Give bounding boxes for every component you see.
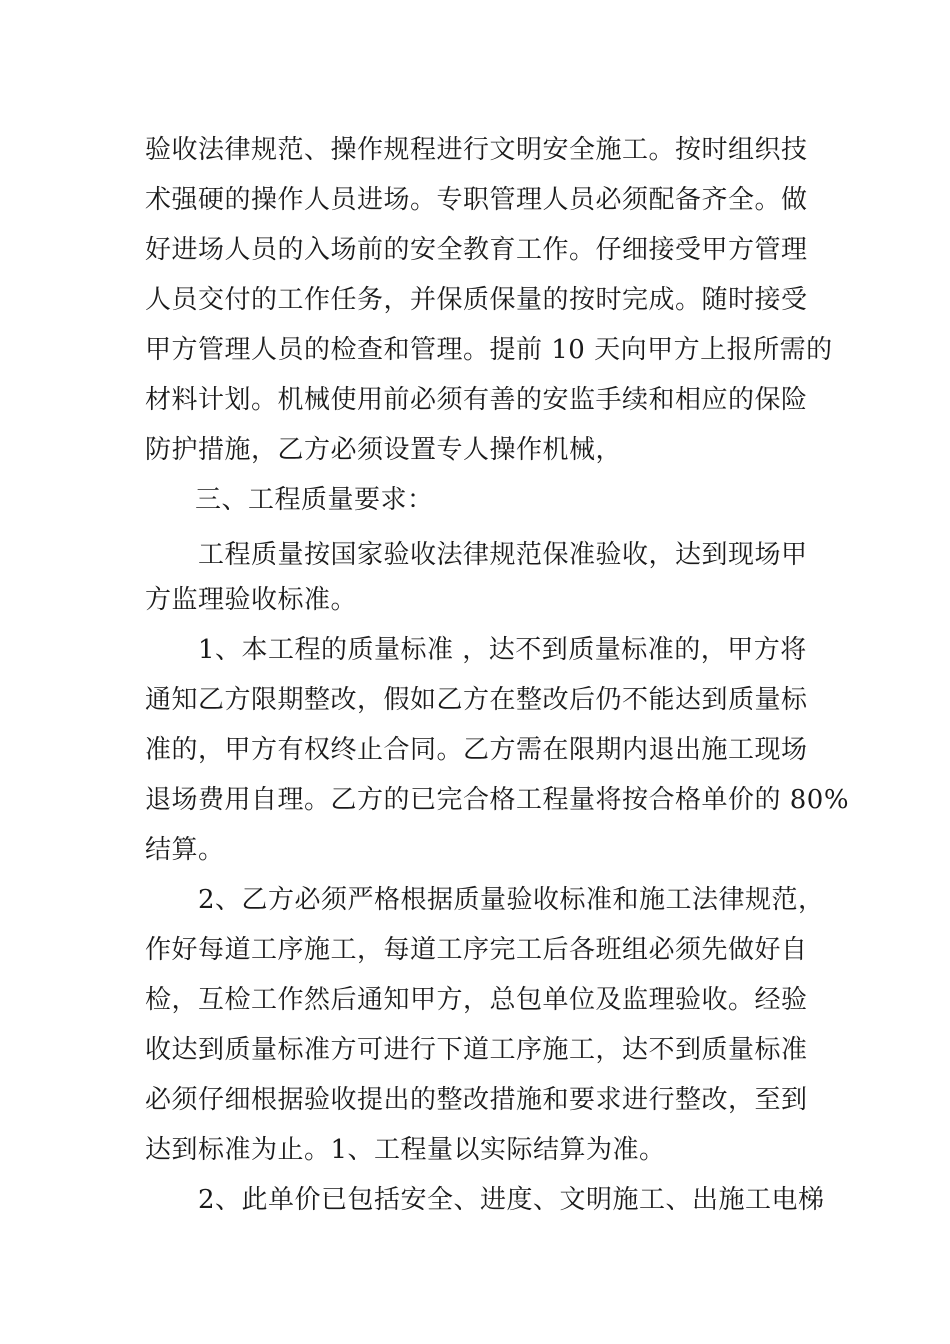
paragraph-line: 材料计划。机械使用前必须有善的安监手续和相应的保险 [145,385,808,415]
paragraph-line: 验收法律规范、操作规程进行文明安全施工。按时组织技 [145,135,808,165]
section-heading: 三、工程质量要求： [195,485,434,515]
paragraph-line: 退场费用自理。乙方的已完合格工程量将按合格单价的 80% [145,785,850,815]
paragraph-line: 作好每道工序施工，每道工序完工后各班组必须先做好自 [145,935,808,965]
paragraph-line: 必须仔细根据验收提出的整改措施和要求进行整改，至到 [145,1085,808,1115]
paragraph-line: 结算。 [145,835,225,865]
paragraph-line: 通知乙方限期整改，假如乙方在整改后仍不能达到质量标 [145,685,808,715]
paragraph-line: 人员交付的工作任务，并保质保量的按时完成。随时接受 [145,285,808,315]
paragraph-line: 工程质量按国家验收法律规范保准验收，达到现场甲 [198,540,808,570]
paragraph-line: 达到标准为止。1、工程量以实际结算为准。 [145,1135,666,1165]
paragraph-line: 方监理验收标准。 [145,585,358,615]
paragraph-line: 1、本工程的质量标准 ，达不到质量标准的，甲方将 [198,635,807,665]
paragraph-line: 防护措施，乙方必须设置专人操作机械， [145,435,623,465]
paragraph-line: 好进场人员的入场前的安全教育工作。仔细接受甲方管理 [145,235,808,265]
paragraph-line: 准的，甲方有权终止合同。乙方需在限期内退出施工现场 [145,735,808,765]
paragraph-line: 收达到质量标准方可进行下道工序施工，达不到质量标准 [145,1035,808,1065]
paragraph-line: 甲方管理人员的检查和管理。提前 10 天向甲方上报所需的 [145,335,833,365]
paragraph-line: 术强硬的操作人员进场。专职管理人员必须配备齐全。做 [145,185,808,215]
paragraph-line: 检，互检工作然后通知甲方，总包单位及监理验收。经验 [145,985,808,1015]
paragraph-line: 2、此单价已包括安全、进度、文明施工、出施工电梯 [198,1185,825,1215]
paragraph-line: 2、乙方必须严格根据质量验收标准和施工法律规范， [198,885,825,915]
